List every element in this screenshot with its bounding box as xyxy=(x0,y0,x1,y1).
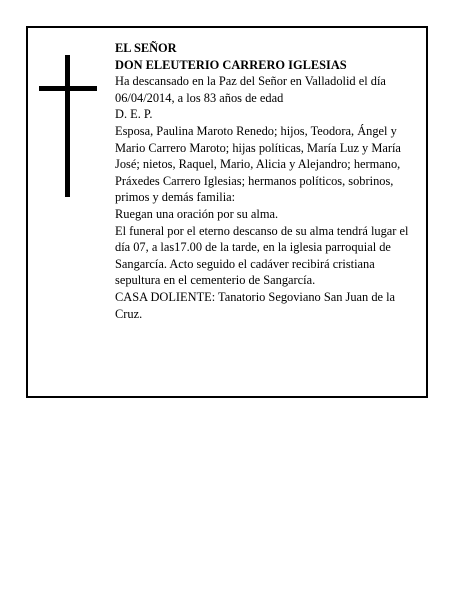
cross-horizontal-bar xyxy=(39,86,97,91)
death-statement: Ha descansado en la Paz del Señor en Valladolid el día 06/04/2014, a los 83 años de edad xyxy=(115,74,386,105)
dep-line: D. E. P. xyxy=(115,107,153,122)
cross-vertical-bar xyxy=(65,55,70,197)
prayer-request: Ruegan una oración por su alma. xyxy=(115,206,279,221)
family-list: Esposa, Paulina Maroto Renedo; hijos, Teodora, Ángel y Mario Carrero Maroto; hijas políticas, María Luz y María José; nietos, Raquel, Mario, Alicia y Alejandro; hermano, Práxedes Carrero Iglesias; hermanos políticos, sobrinos, primos y demás familia: xyxy=(115,123,401,205)
obituary-notice xyxy=(26,26,428,398)
deceased-name: DON ELEUTERIO CARRERO IGLESIAS xyxy=(115,57,347,72)
funeral-details: El funeral por el eterno descanso de su alma tendrá lugar el día 07, a las17.00 de la tarde, en la iglesia parroquial de Sangarcía. Acto seguido el cadáver recibirá cristiana sepultura en el cementerio de Sangarcía. xyxy=(115,223,409,288)
casa-doliente: CASA DOLIENTE: Tanatorio Segoviano San Juan de la Cruz. xyxy=(115,289,396,321)
notice-title-line-1: EL SEÑOR xyxy=(115,41,177,55)
obituary-text xyxy=(115,40,417,322)
cross-icon xyxy=(39,55,97,197)
